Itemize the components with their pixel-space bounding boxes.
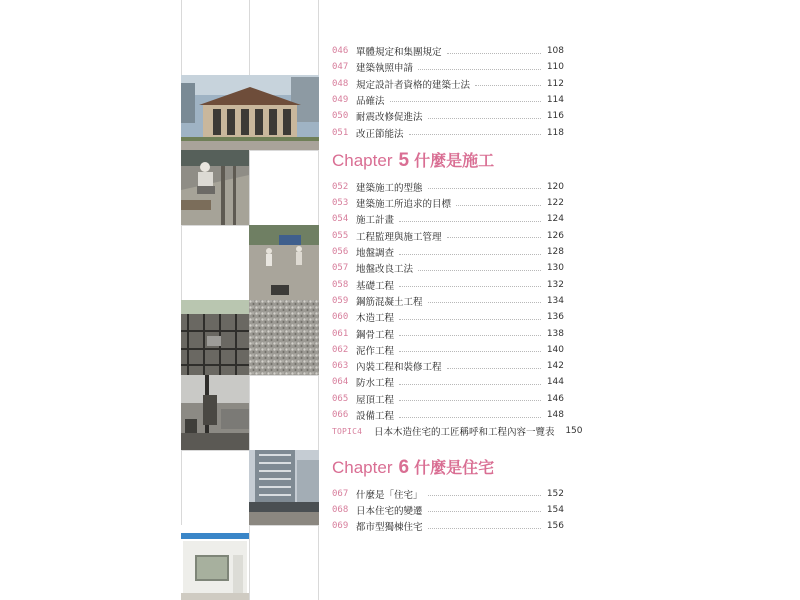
dotted-leader: [399, 384, 541, 385]
toc-entry-number: 054: [332, 214, 349, 225]
dotted-leader: [428, 118, 541, 119]
dotted-leader: [399, 254, 541, 255]
toc-entry-number: 050: [332, 111, 349, 122]
toc-entry-number: 058: [332, 279, 349, 290]
toc-entry-page: 108: [546, 46, 564, 56]
dotted-leader: [447, 368, 541, 369]
toc-entry-number: TOPIC4: [332, 426, 363, 436]
dotted-leader: [428, 188, 541, 189]
dotted-leader: [428, 528, 541, 529]
toc-entry[interactable]: [332, 77, 564, 91]
toc-entry[interactable]: [332, 327, 564, 341]
toc-entry-title: 耐震改修促進法: [356, 112, 423, 124]
toc-entry-title: 防水工程: [356, 378, 395, 390]
toc-entry[interactable]: [332, 278, 564, 292]
toc-entry-number: 057: [332, 263, 349, 274]
toc-entry[interactable]: [332, 408, 564, 422]
dotted-leader: [428, 302, 541, 303]
toc-entry-number: 047: [332, 62, 349, 73]
toc-entry-number: 060: [332, 312, 349, 323]
toc-entry[interactable]: [332, 487, 564, 501]
toc-entry-title: 建築施工所追求的目標: [356, 199, 452, 211]
toc-entry-title: 內裝工程和裝修工程: [356, 362, 442, 374]
toc-entry[interactable]: [332, 196, 564, 210]
toc-entry-page: 150: [565, 426, 583, 437]
toc-entry-title: 鋼筋混凝土工程: [356, 296, 423, 308]
toc-entry-number: 049: [332, 94, 349, 105]
toc-entry-title: 單體規定和集團規定: [356, 47, 442, 58]
toc-entry-title: 地盤調查: [356, 248, 395, 259]
toc-entry[interactable]: [332, 180, 564, 194]
dotted-leader: [428, 511, 541, 512]
toc-entry-title: 日本木造住宅的工匠稱呼和工程內容一覽表: [374, 427, 555, 439]
toc-entry-page: 128: [546, 247, 564, 257]
dotted-leader: [390, 101, 541, 102]
toc-entry-title: 改正節能法: [356, 128, 404, 140]
toc-entry-title: 品確法: [356, 95, 385, 107]
chapter-number: 6: [398, 456, 410, 478]
chapter-word: Chapter: [332, 457, 393, 477]
toc-entry-page: 152: [546, 488, 564, 499]
chapter-title: 什麼是住宅: [414, 457, 495, 477]
dotted-leader: [456, 205, 541, 206]
toc-entry[interactable]: [332, 294, 564, 308]
toc-entry[interactable]: [332, 245, 564, 259]
toc-entry-page: 112: [546, 78, 564, 89]
toc-entry-title: 建築施工的型態: [356, 182, 423, 194]
dotted-leader: [399, 335, 541, 336]
toc-entry[interactable]: [332, 212, 564, 226]
toc-entry-page: 132: [546, 279, 564, 290]
toc-entry-number: 056: [332, 247, 349, 257]
toc-entry[interactable]: [332, 229, 564, 243]
toc-entry-title: 建築執照申請: [356, 63, 414, 75]
toc-entry-number: 061: [332, 328, 349, 339]
toc-entry[interactable]: [332, 126, 564, 140]
dotted-leader: [399, 319, 541, 320]
toc-entry-page: 130: [546, 263, 564, 274]
toc-entry-title: 基礎工程: [356, 280, 395, 292]
toc-entry-page: 110: [546, 62, 564, 73]
toc-entry[interactable]: [332, 343, 564, 357]
toc-entry[interactable]: [332, 392, 564, 406]
toc-entry-number: 051: [332, 127, 349, 138]
dotted-leader: [399, 221, 541, 222]
toc-entry-title: 什麼是「住宅」: [356, 489, 423, 501]
dotted-leader: [418, 69, 541, 70]
toc-entry[interactable]: [332, 60, 564, 74]
toc-entry-title: 設備工程: [356, 411, 395, 422]
toc-entry-number: 066: [332, 410, 349, 420]
toc-entry[interactable]: [332, 109, 564, 123]
chapter-heading: [332, 455, 494, 477]
toc-entry-page: 140: [546, 344, 564, 355]
toc-entry-page: 134: [546, 295, 564, 306]
toc-entry-title: 泥作工程: [356, 345, 395, 357]
toc-entry-number: 062: [332, 344, 349, 355]
toc-entry-page: 142: [546, 361, 564, 372]
toc-entry-number: 055: [332, 230, 349, 241]
dotted-leader: [418, 270, 541, 271]
toc-entry-page: 124: [546, 214, 564, 225]
drilling-rig-photo: [181, 375, 249, 450]
toc-entry-number: 059: [332, 295, 349, 306]
dotted-leader: [399, 351, 541, 352]
toc-entry-number: 069: [332, 521, 349, 532]
site-workers-photo: [249, 225, 319, 300]
gravel-ground-photo: [249, 300, 319, 375]
dotted-leader: [399, 400, 541, 401]
toc-entry-title: 都市型獨棟住宅: [356, 522, 423, 534]
scaffolding-photo: [181, 300, 249, 375]
toc-entry-page: 156: [546, 521, 564, 532]
dotted-leader: [428, 495, 541, 496]
toc-entry[interactable]: [332, 375, 564, 389]
church-building-photo: [181, 75, 319, 150]
toc-entry-title: 日本住宅的變遷: [356, 505, 423, 517]
toc-entry-number: 063: [332, 361, 349, 372]
toc-entry-number: 046: [332, 46, 349, 56]
toc-entry-title: 施工計畫: [356, 215, 395, 227]
toc-entry-page: 146: [546, 393, 564, 404]
toc-entry-page: 126: [546, 230, 564, 241]
toc-entry-number: 065: [332, 393, 349, 404]
apartment-tower-photo: [249, 450, 319, 525]
toc-entry-page: 118: [546, 127, 564, 138]
toc-entry-page: 122: [546, 198, 564, 209]
toc-entry[interactable]: [332, 44, 564, 58]
toc-entry-page: 116: [546, 111, 564, 122]
toc-entry-number: 052: [332, 181, 349, 192]
dotted-leader: [447, 237, 541, 238]
dotted-leader: [475, 85, 541, 86]
dotted-leader: [399, 417, 541, 418]
toc-entry-page: 148: [546, 410, 564, 420]
toc-entry-title: 地盤改良工法: [356, 264, 414, 276]
toc-entry-number: 067: [332, 488, 349, 499]
toc-entry-page: 136: [546, 312, 564, 323]
toc-entry-title: 屋頂工程: [356, 394, 395, 406]
toc-entry-number: 048: [332, 78, 349, 89]
chapter-number: 5: [398, 149, 410, 171]
chapter-title: 什麼是施工: [414, 150, 495, 170]
toc-entry[interactable]: [332, 93, 564, 107]
toc-entry-page: 120: [546, 181, 564, 192]
chapter-heading: [332, 148, 494, 170]
dotted-leader: [447, 53, 541, 54]
toc-entry-page: 114: [546, 94, 564, 105]
toc-entry-number: 064: [332, 377, 349, 388]
toc-entry[interactable]: [332, 519, 564, 533]
toc-entry-title: 鋼骨工程: [356, 329, 395, 341]
dotted-leader: [399, 286, 541, 287]
toc-entry-page: 144: [546, 377, 564, 388]
construction-worker-photo: [181, 150, 249, 225]
toc-entry[interactable]: [332, 310, 564, 324]
toc-entry[interactable]: [332, 261, 564, 275]
toc-entry-title: 木造工程: [356, 313, 395, 325]
toc-entry[interactable]: [332, 424, 583, 439]
chapter-word: Chapter: [332, 150, 393, 170]
dotted-leader: [409, 134, 541, 135]
toc-entry-page: 138: [546, 328, 564, 339]
modern-house-photo: [181, 525, 249, 600]
toc-entry[interactable]: [332, 503, 564, 517]
toc-entry-number: 068: [332, 504, 349, 515]
toc-entry-title: 工程監理與施工管理: [356, 231, 442, 243]
toc-entry[interactable]: [332, 359, 564, 373]
toc-entry-title: 規定設計者資格的建築士法: [356, 79, 471, 91]
toc-entry-number: 053: [332, 198, 349, 209]
toc-entry-page: 154: [546, 504, 564, 515]
